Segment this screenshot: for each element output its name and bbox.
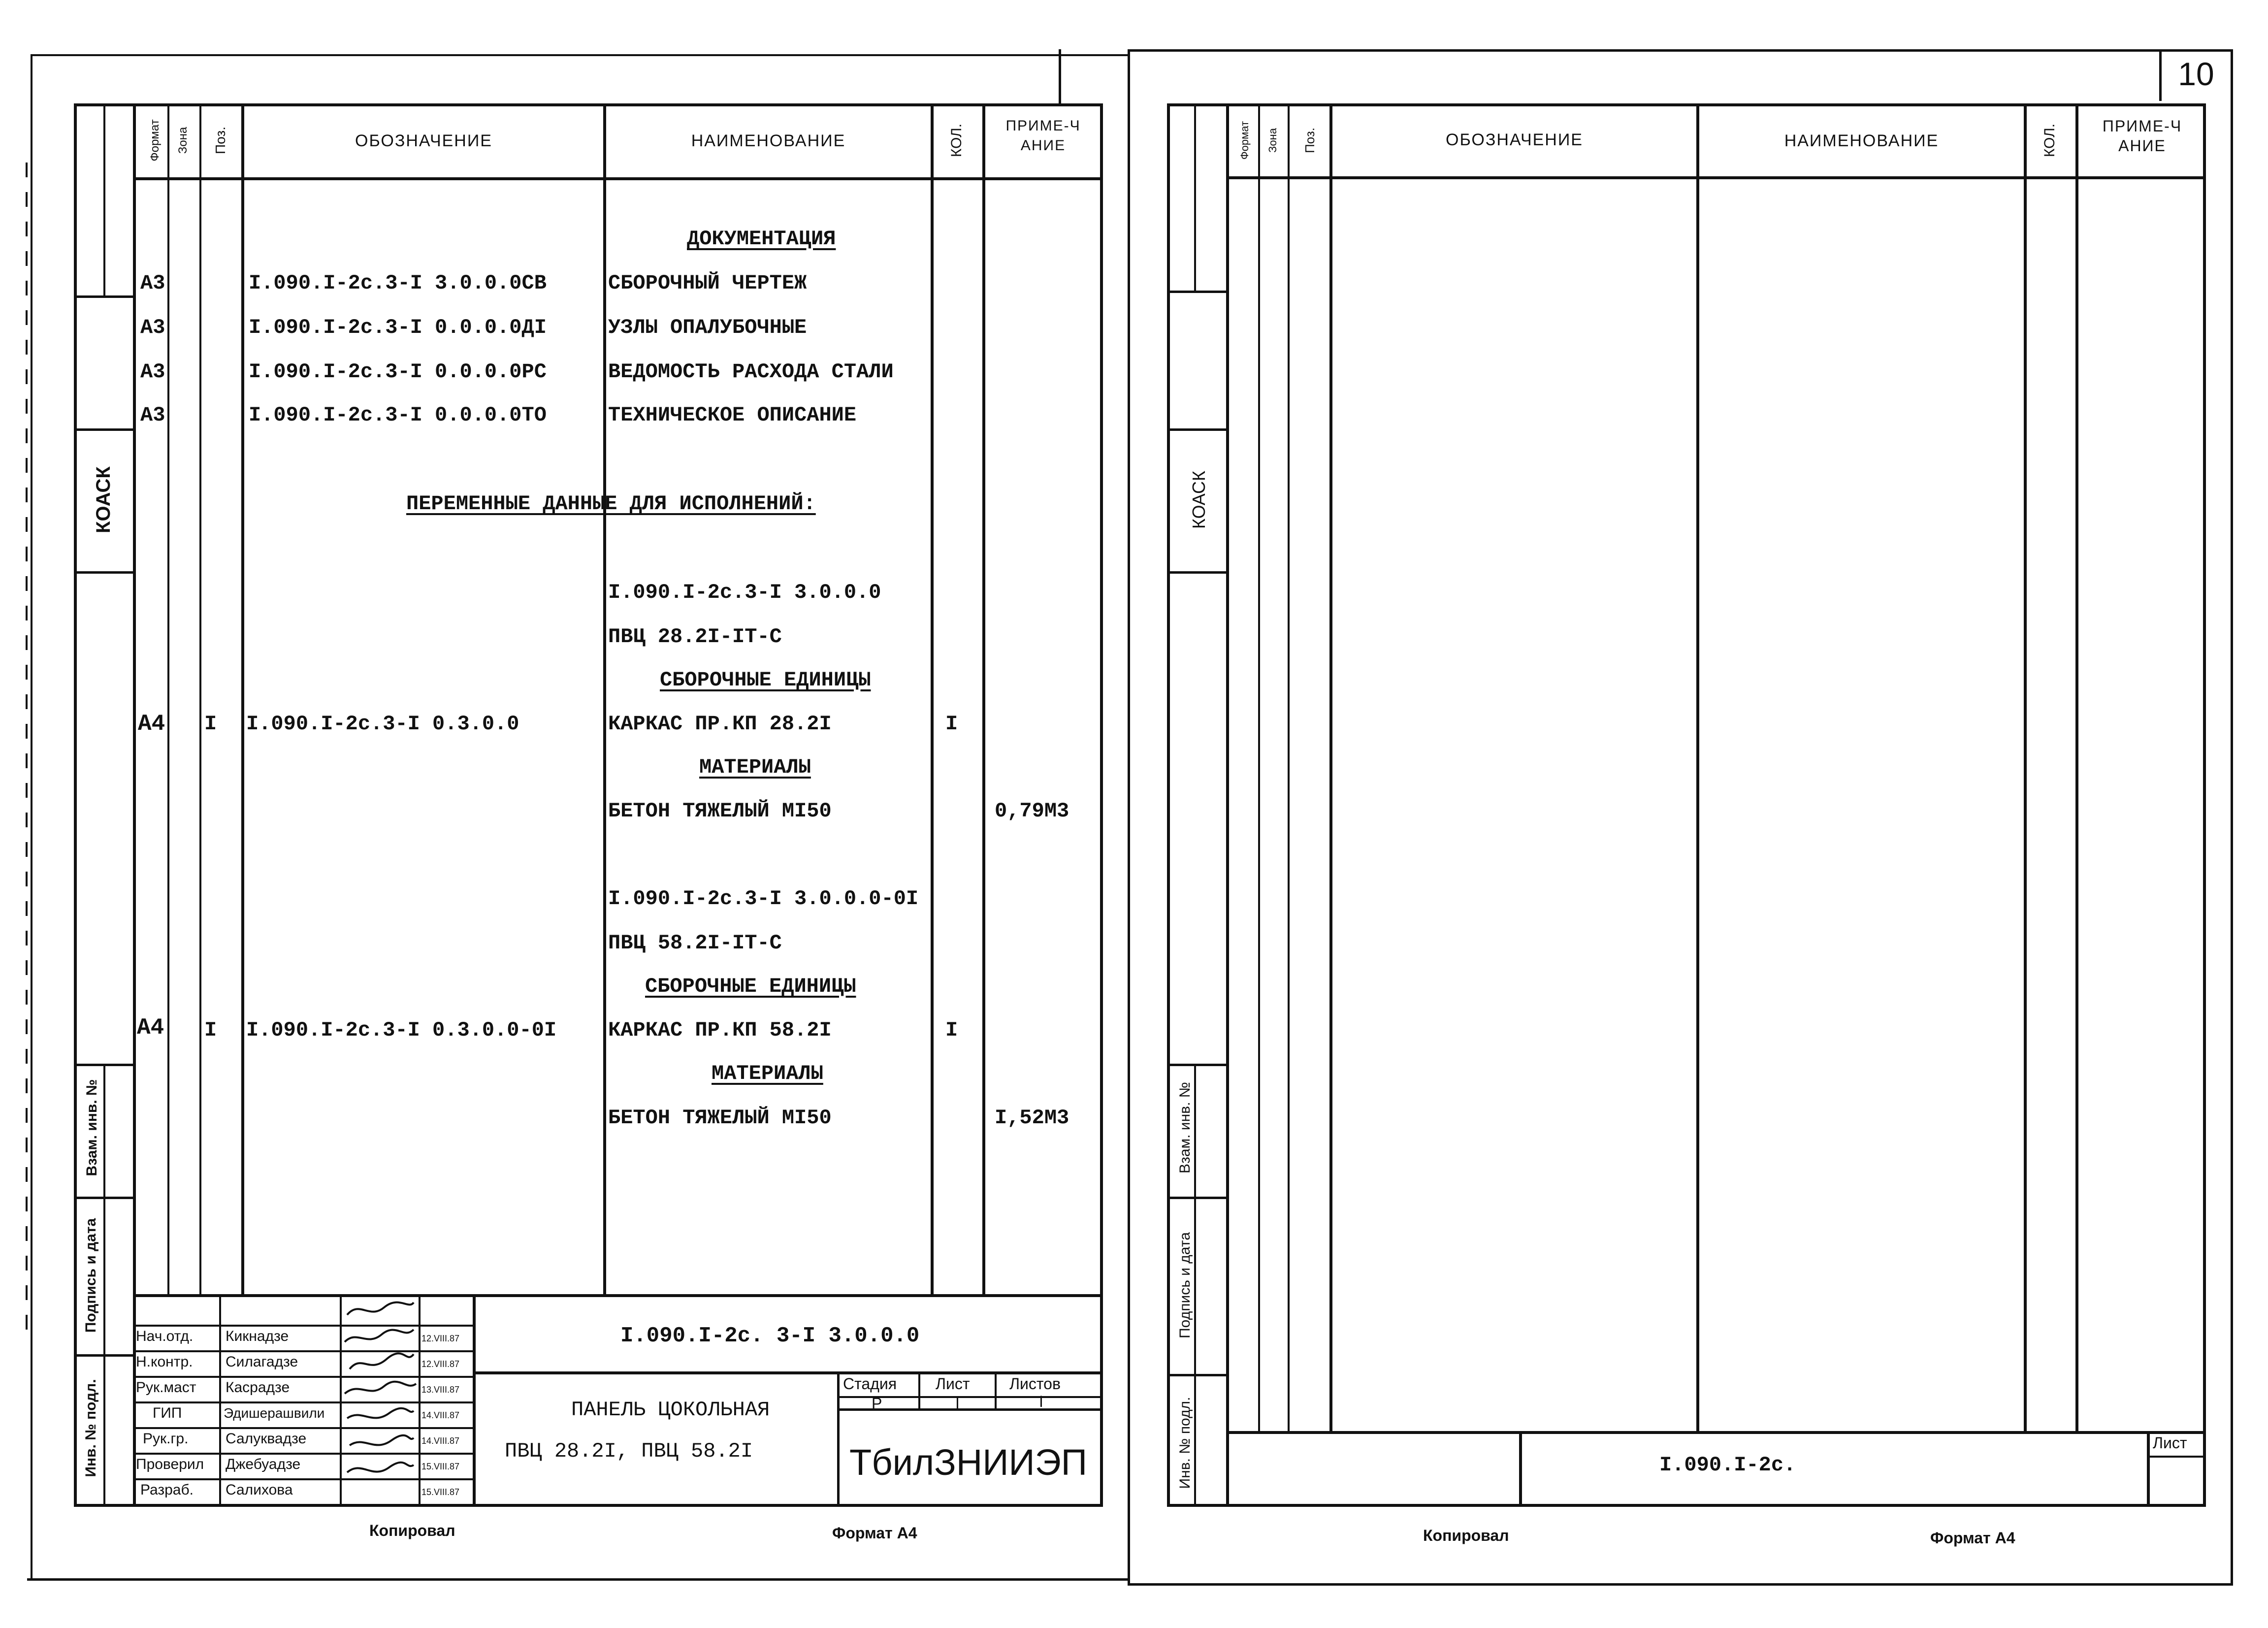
left-tb-sheet-value: I — [955, 1395, 960, 1412]
sig-date-7: 15.VIII.87 — [421, 1487, 460, 1497]
left-col-line-2 — [199, 103, 201, 1295]
left-tb-sig-v3 — [419, 1295, 421, 1507]
left-tb-stage-v3 — [995, 1371, 997, 1408]
right-col-line-2 — [1288, 103, 1290, 1433]
right-hdr-zona: Зона — [1266, 128, 1279, 153]
left-inv-orig-label: Инв. № подл. — [83, 1379, 99, 1477]
right-tb-h-sheet — [2147, 1456, 2206, 1458]
left-hdr-name: НАИМЕНОВАНИЕ — [691, 131, 846, 150]
sig-name-6: Джебуадзе — [226, 1456, 301, 1472]
doc-row-4-fmt: А3 — [140, 403, 165, 427]
variant1-assembly-fmt: А4 — [138, 711, 165, 737]
sig-role-6: Проверил — [136, 1456, 204, 1472]
variant1-assembly-heading: СБОРОЧНЫЕ ЕДИНИЦЫ — [660, 668, 871, 692]
sig-name-7: Салихова — [226, 1482, 293, 1498]
sig-role-7: Разраб. — [140, 1482, 194, 1498]
variant2-assembly-pos: I — [204, 1018, 217, 1042]
sig-date-1: 12.VIII.87 — [421, 1334, 460, 1343]
doc-row-3-designation: I.090.I-2c.3-I 0.0.0.0РС — [249, 360, 547, 384]
left-tb-sheet-label: Лист — [936, 1375, 970, 1393]
variant2-code: I.090.I-2c.3-I 3.0.0.0-0I — [608, 887, 919, 911]
sig-date-3: 13.VIII.87 — [421, 1385, 460, 1395]
right-inv-orig-label: Инв. № подл. — [1177, 1397, 1193, 1489]
handwritten-signatures — [340, 1295, 419, 1507]
right-tb-doc-code: I.090.I-2c. — [1659, 1453, 1796, 1477]
right-hdr-note — [2078, 116, 2206, 156]
right-footer-format: Формат А4 — [1930, 1529, 2015, 1547]
variant1-mark: ПВЦ 28.2I-IТ-С — [608, 625, 782, 649]
sheet-number: 10 — [2178, 56, 2214, 92]
variant2-assembly-qty: I — [945, 1018, 958, 1042]
right-hdr-note-text: ПРИМЕ-ЧАНИЕ — [2102, 117, 2182, 155]
left-tb-title-line2: ПВЦ 28.2I, ПВЦ 58.2I — [505, 1439, 753, 1463]
doc-row-1-name: СБОРОЧНЫЙ ЧЕРТЕЖ — [608, 271, 807, 295]
left-hdr-zona: Зона — [176, 127, 190, 154]
left-tb-stage-value: Р — [872, 1395, 882, 1412]
right-hdr-qty: КОЛ. — [2041, 123, 2058, 158]
sig-role-5: Рук.гр. — [143, 1431, 189, 1447]
left-tb-sig-v1 — [219, 1295, 221, 1507]
left-strip-vdiv-2 — [103, 1064, 105, 1507]
variant1-assembly-name: КАРКАС ПР.КП 28.2I — [608, 712, 832, 736]
right-strip-divider-2 — [1167, 428, 1226, 431]
left-strip-divider-1 — [74, 295, 133, 298]
variant1-assembly-designation: I.090.I-2c.3-I 0.3.0.0 — [246, 712, 519, 736]
variant2-assembly-fmt: А4 — [137, 1015, 164, 1041]
right-tb-v1 — [1519, 1431, 1522, 1507]
left-edge-dash — [26, 163, 28, 1335]
doc-row-4-name: ТЕХНИЧЕСКОЕ ОПИСАНИЕ — [608, 403, 857, 427]
left-tb-top — [133, 1294, 1103, 1297]
right-sign-date-label: Подпись и дата — [1177, 1232, 1193, 1338]
sig-date-6: 15.VIII.87 — [421, 1462, 460, 1471]
right-tb-v2 — [2147, 1431, 2150, 1507]
variant1-assembly-qty: I — [945, 712, 958, 736]
left-col-line-4 — [603, 103, 606, 1295]
left-tb-stage-label: Стадия — [843, 1375, 897, 1393]
variant1-material-note: 0,79М3 — [995, 799, 1069, 823]
right-sheet-number-box-left — [2159, 49, 2162, 101]
left-strip-divider-3 — [74, 571, 133, 574]
left-hdr-note — [985, 116, 1101, 156]
left-sheet-tab — [1059, 49, 1061, 103]
sig-role-1: Нач.отд. — [136, 1328, 194, 1344]
right-col-line-5 — [2024, 103, 2027, 1433]
doc-row-3-name: ВЕДОМОСТЬ РАСХОДА СТАЛИ — [608, 360, 894, 384]
right-col-line-1 — [1258, 103, 1260, 1433]
left-hdr-pos: Поз. — [213, 127, 228, 154]
variant1-code: I.090.I-2c.3-I 3.0.0.0 — [608, 581, 881, 604]
left-col-line-6 — [982, 103, 985, 1295]
left-section-doc: ДОКУМЕНТАЦИЯ — [687, 227, 836, 251]
left-hdr-qty: КОЛ. — [948, 123, 965, 158]
right-strip-vdiv-1 — [1194, 103, 1196, 291]
right-col-line-6 — [2075, 103, 2078, 1433]
right-tb-top — [1226, 1431, 2206, 1434]
left-col-line-1 — [167, 103, 169, 1295]
left-tb-doc-code: I.090.I-2c. 3-I 3.0.0.0 — [620, 1324, 920, 1348]
doc-row-2-name: УЗЛЫ ОПАЛУБОЧНЫЕ — [608, 316, 807, 339]
sig-date-2: 12.VIII.87 — [421, 1359, 460, 1369]
variant2-assembly-heading: СБОРОЧНЫЕ ЕДИНИЦЫ — [645, 975, 856, 998]
sig-name-2: Силагадзе — [226, 1354, 298, 1370]
variant2-materials-heading: МАТЕРИАЛЫ — [712, 1062, 823, 1085]
left-tb-mid — [475, 1371, 1103, 1374]
sig-date-4: 14.VIII.87 — [421, 1410, 460, 1420]
left-tb-sig-v4 — [473, 1295, 476, 1507]
variant2-material-name: БЕТОН ТЯЖЕЛЫЙ МI50 — [608, 1106, 832, 1130]
right-vzam-inv-label: Взам. инв. № — [1177, 1082, 1193, 1173]
doc-row-4-designation: I.090.I-2c.3-I 0.0.0.0ТО — [249, 403, 547, 427]
right-col-line-3 — [1329, 103, 1332, 1433]
right-hdr-format: Формат — [1238, 121, 1251, 160]
doc-row-1-designation: I.090.I-2c.3-I 3.0.0.0СВ — [249, 271, 547, 295]
right-side-stamp: КОАСК — [1189, 471, 1209, 529]
left-header-bottom — [133, 177, 1103, 180]
left-tb-sheets-value: I — [1039, 1393, 1043, 1410]
variant1-materials-heading: МАТЕРИАЛЫ — [699, 755, 811, 779]
left-strip-divider-2 — [74, 428, 133, 431]
variant1-material-name: БЕТОН ТЯЖЕЛЫЙ МI50 — [608, 799, 832, 823]
sig-name-3: Касрадзе — [226, 1379, 290, 1396]
left-tb-title-line1: ПАНЕЛЬ ЦОКОЛЬНАЯ — [571, 1398, 770, 1422]
right-hdr-name: НАИМЕНОВАНИЕ — [1784, 131, 1939, 150]
sig-name-5: Салуквадзе — [226, 1431, 307, 1447]
variable-heading: ПЕРЕМЕННЫЕ ДАННЫЕ ДЛЯ ИСПОЛНЕНИЙ: — [406, 492, 816, 516]
doc-row-3-fmt: А3 — [140, 360, 165, 384]
left-hdr-format: Формат — [148, 119, 162, 162]
sig-role-3: Рук.маст — [136, 1379, 196, 1396]
variant2-assembly-name: КАРКАС ПР.КП 58.2I — [608, 1018, 832, 1042]
sig-role-4: ГИП — [153, 1405, 182, 1421]
variant2-mark: ПВЦ 58.2I-IТ-С — [608, 931, 782, 955]
variant1-assembly-pos: I — [204, 712, 217, 736]
left-hdr-designation: ОБОЗНАЧЕНИЕ — [355, 131, 492, 150]
right-strip-divider-5 — [1167, 1197, 1226, 1199]
right-header-bottom — [1226, 176, 2206, 179]
left-tb-org: ТбилЗНИИЭП — [849, 1442, 1087, 1483]
left-sign-date-label: Подпись и дата — [83, 1218, 99, 1333]
left-tb-sheets-label: Листов — [1009, 1375, 1061, 1393]
right-main-frame — [1226, 103, 2206, 1507]
sig-date-5: 14.VIII.87 — [421, 1436, 460, 1446]
right-hdr-designation: ОБОЗНАЧЕНИЕ — [1446, 130, 1583, 149]
left-col-line-3 — [241, 103, 244, 1295]
variant2-material-note: I,52М3 — [995, 1106, 1069, 1130]
variant2-assembly-designation: I.090.I-2c.3-I 0.3.0.0-0I — [246, 1018, 557, 1042]
doc-row-2-designation: I.090.I-2c.3-I 0.0.0.0ДI — [249, 316, 547, 339]
right-strip-divider-1 — [1167, 291, 1226, 293]
left-tb-stage-v2 — [918, 1371, 920, 1408]
doc-row-2-fmt: А3 — [140, 316, 165, 339]
left-strip-vdiv-1 — [103, 103, 105, 295]
right-footer-copied: Копировал — [1423, 1527, 1509, 1544]
right-strip-divider-3 — [1167, 571, 1226, 574]
sig-name-1: Кикнадзе — [226, 1328, 289, 1344]
right-col-line-4 — [1696, 103, 1699, 1433]
left-hdr-note-text: ПРИМЕ-ЧАНИЕ — [1005, 118, 1081, 154]
left-footer-copied: Копировал — [369, 1522, 455, 1539]
left-tb-stage-v — [837, 1371, 840, 1507]
left-bottom-edge — [27, 1578, 1128, 1581]
doc-row-1-fmt: А3 — [140, 271, 165, 295]
right-tb-sheet-label: Лист — [2153, 1434, 2187, 1452]
left-side-stamp: КОАСК — [93, 466, 114, 533]
right-hdr-pos: Поз. — [1302, 128, 1317, 153]
sig-role-2: Н.контр. — [136, 1354, 193, 1370]
left-col-line-5 — [931, 103, 934, 1295]
sig-name-4: Эдишерашвили — [224, 1405, 325, 1421]
left-vzam-inv-label: Взам. инв. № — [84, 1079, 100, 1176]
left-footer-format: Формат А4 — [832, 1524, 917, 1542]
